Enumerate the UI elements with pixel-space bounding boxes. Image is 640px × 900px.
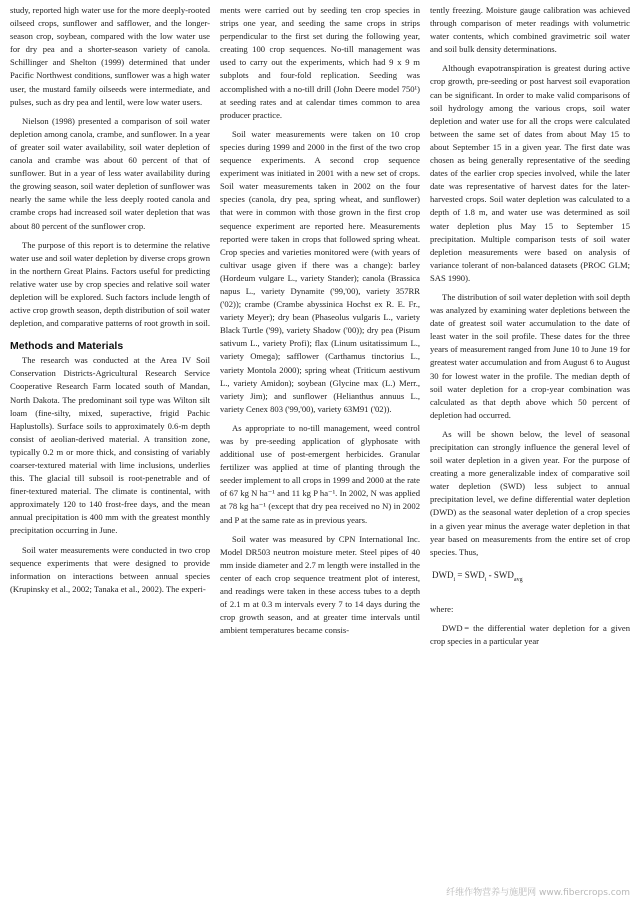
paragraph: The purpose of this report is to determine the relative water use and soil water depletion by diverse crops grown in the northern Great Plains. Factors useful for predicting relative water use by crop species and relative soil water depletion will be explored. Such factors include length of active crop growth season, depth distribution of soil water depletion, and comparative patterns of root growth in soil. (10, 239, 210, 329)
column-right (430, 4, 630, 900)
paragraph: As will be shown below, the level of seasonal precipitation can strongly influence the general level of soil water depletion in a given year. For the purpose of creating a more generalizable index of comparative soil water depletion (SWD) less subject to annual precipitation level, we define differential water depletion (DWD) as the seasonal water depletion of a crop species in a given year minus the average water depletion in that year based on measurements from the entire set of crop species. Thus, (430, 428, 630, 557)
paragraph: Although evapotranspiration is greatest during active crop growth, pre-seeding or post harvest soil evaporation can be significant. In order to make valid comparisons of soil hydrology among the various crops, soil water depletion and water use for all the crops were calculated between the same set of dates from about May 15 to about September 15 in a given year. The first date was chosen as being generally representative of the seeding dates of the earlier crop species involved, while the later date was representative of harvest dates for the later-harvested crops. Soil water depletion was calculated to a depth of 1.8 m, and water use was determined as soil water depletion plus May 15 to September 15 precipitation. Multiple comparison tests of soil water depletion measurements were based on analysis of variance tolerant of non-balanced datasets (PROC GLM; SAS 1990). (430, 63, 630, 283)
section-heading: Methods and Materials (10, 340, 124, 353)
paragraph: Nielson (1998) presented a comparison of soil water depletion among canola, crambe, and sunflower. In a year of greater soil water availability, soil water depletion of canola and crambe was about 60 percent of that of sunflower. But in a year of less water availability during the growing season, soil water depletion of sunflower was nearly the same while the less deeply rooted canola and crambe crops had increased soil water depletion that was about 80 percent of the sunflower crop. (10, 115, 210, 231)
paragraph: The research was conducted at the Area IV Soil Conservation Districts-Agricultural Research Service Cooperative Research Farm located south of Mandan, North Dakota. The predominant soil type was Wilton silt loam (fine-silty, mixed, superactive, frigid Pachic Haplustolls). Surface soils to approximately 0.6-m depth consist of aeolian-derived material. A transition zone, typically 0.2 m or more thick, and consisting of variably coarser-textured material with lime inclusions, underlies this. The glacial till subsoil is root-penetrable and of finer-textured material. The climate is continental, with approximately 120 to 140 frost-free days, and the mean annual precipitation is 400 mm with the greatest monthly precipitation occurring in June. (10, 355, 210, 536)
eq-subscript: avg (513, 576, 523, 583)
column-middle (220, 4, 420, 900)
paragraph: ments were carried out by seeding ten crop species in strips one year, and seeding the same crops in strips perpendicular to the first set during the following year, creating 100 crop sequences. No-till management was used to carry out the experiments, which had 9 x 9 m subplots and four-fold replication. Seeding was accomplished with a no-till drill (John Deere model 750¹) at seeding rates and at calendar times common to area producer practice. (220, 5, 420, 120)
paragraph: Soil water measurements were taken on 10 crop species during 1999 and 2000 in the first of the two crop sequence experiments. A second crop sequence experiment was initiated in 2001 with a new set of crops. Soil water measurements taken in 2002 on the four species (canola, dry pea, spring wheat, and sunflower) that were in common with those grown in the first crop sequence experiment are reported here. Measurements reported were taken in crops that followed spring wheat. Crop species and varieties monitored were (with years of cultivar usage given if there was a change): barley (Hordeum vulgare L., variety Stander); canola (Brassica napus L., variety Dynamite ('99,'00), variety 357RR ('02)); crambe (Crambe abyssinica Hochst ex R. E. Fr., variety Meyer); dry bean (Phaseolus vulgaris L., variety Black Turtle ('99), variety Shadow ('00)); dry pea (Pisum sativum L., variety Profi); flax (Linum usitatissimum L., variety Omega); safflower (Carthamus tinctorius L., variety Montola 2000); spring wheat (Triticum aestivum L., variety Amidon); soybean (Glycine max (L.) Merr., variety Jim); and sunflower (Helianthus annuus L., variety Cenex 803 ('99,'00), variety 63M91 ('02)). (220, 128, 420, 414)
paragraph: tently freezing. Moisture gauge calibration was achieved through comparison of meter readings with volumetric water contents, which combined gravimetric soil water and soil bulk density determinations. (430, 5, 630, 55)
eq-subscript: i (484, 576, 487, 583)
paragraph: Soil water was measured by CPN International Inc. Model DR503 neutron moisture meter. Steel pipes of 40 mm inside diameter and 2.7 m length were installed in the center of each crop sequence treatment plot of interest, and readings were taken in these access tubes to a depth of 2.1 m at 0.3 m intervals every 7 to 14 days during the crop growth season, and at greater time intervals until ambient temperatures became consis- (220, 533, 420, 636)
watermark: 纤维作物营养与施肥网 www.fibercrops.com (446, 888, 630, 898)
eq-subscript: i (453, 576, 456, 583)
paragraph: Soil water measurements were conducted in two crop sequence experiments that were designed to provide information on interactions between annual species (Krupinsky et al., 2002; Tanaka et al., 2002). The experi- (10, 544, 210, 594)
paragraph: DWD = the differential water depletion for a given crop species in a particular year (430, 622, 630, 646)
paragraph: The distribution of soil water depletion with soil depth was analyzed by examining water depletions between the date of greatest soil water accumulation to the date of least water in the soil profile. These dates for the three years of measurement ranged from June 10 to June 19 for greatest water accumulation and from August 6 to August 30 for lowest water in the profile. The median depth of soil water depletion for a crop-year combination was calculated as that depth above which 50 percent of depletion had occurred. (430, 291, 630, 420)
column-left (10, 4, 210, 900)
paragraph: where: (430, 603, 454, 614)
paragraph: study, reported high water use for the more deeply-rooted oilseed crops, sunflower and safflower, and the longer-season crop, soybean, compared with the low water use for dry pea and a shorter-season variety of canola. Schillinger and Shelton (1999) determined that under Pacific Northwest conditions, sunflower was a high water user, the mustard family oilseeds were intermediate, and pulses, such as dry pea and lentil, were low water users. (10, 5, 210, 107)
eq-minus: - SWD (486, 569, 514, 580)
paragraph: As appropriate to no-till management, weed control was by pre-seeding application of glyphosate with additional use of post-emergent herbicides. Granular fertilizer was applied at time of planting through the seeder implement to all crops in 1999 and 2000 at the rate of 67 kg N ha⁻¹ and 11 kg P ha⁻¹. In 2002, N was applied at 78 kg ha⁻¹ (except that dry pea received no N) in 2002 and P at the same rate as in previous years. (220, 422, 420, 525)
equation (430, 569, 630, 587)
eq-mid: = SWD (455, 569, 485, 580)
eq-lhs: DWD (432, 569, 454, 580)
